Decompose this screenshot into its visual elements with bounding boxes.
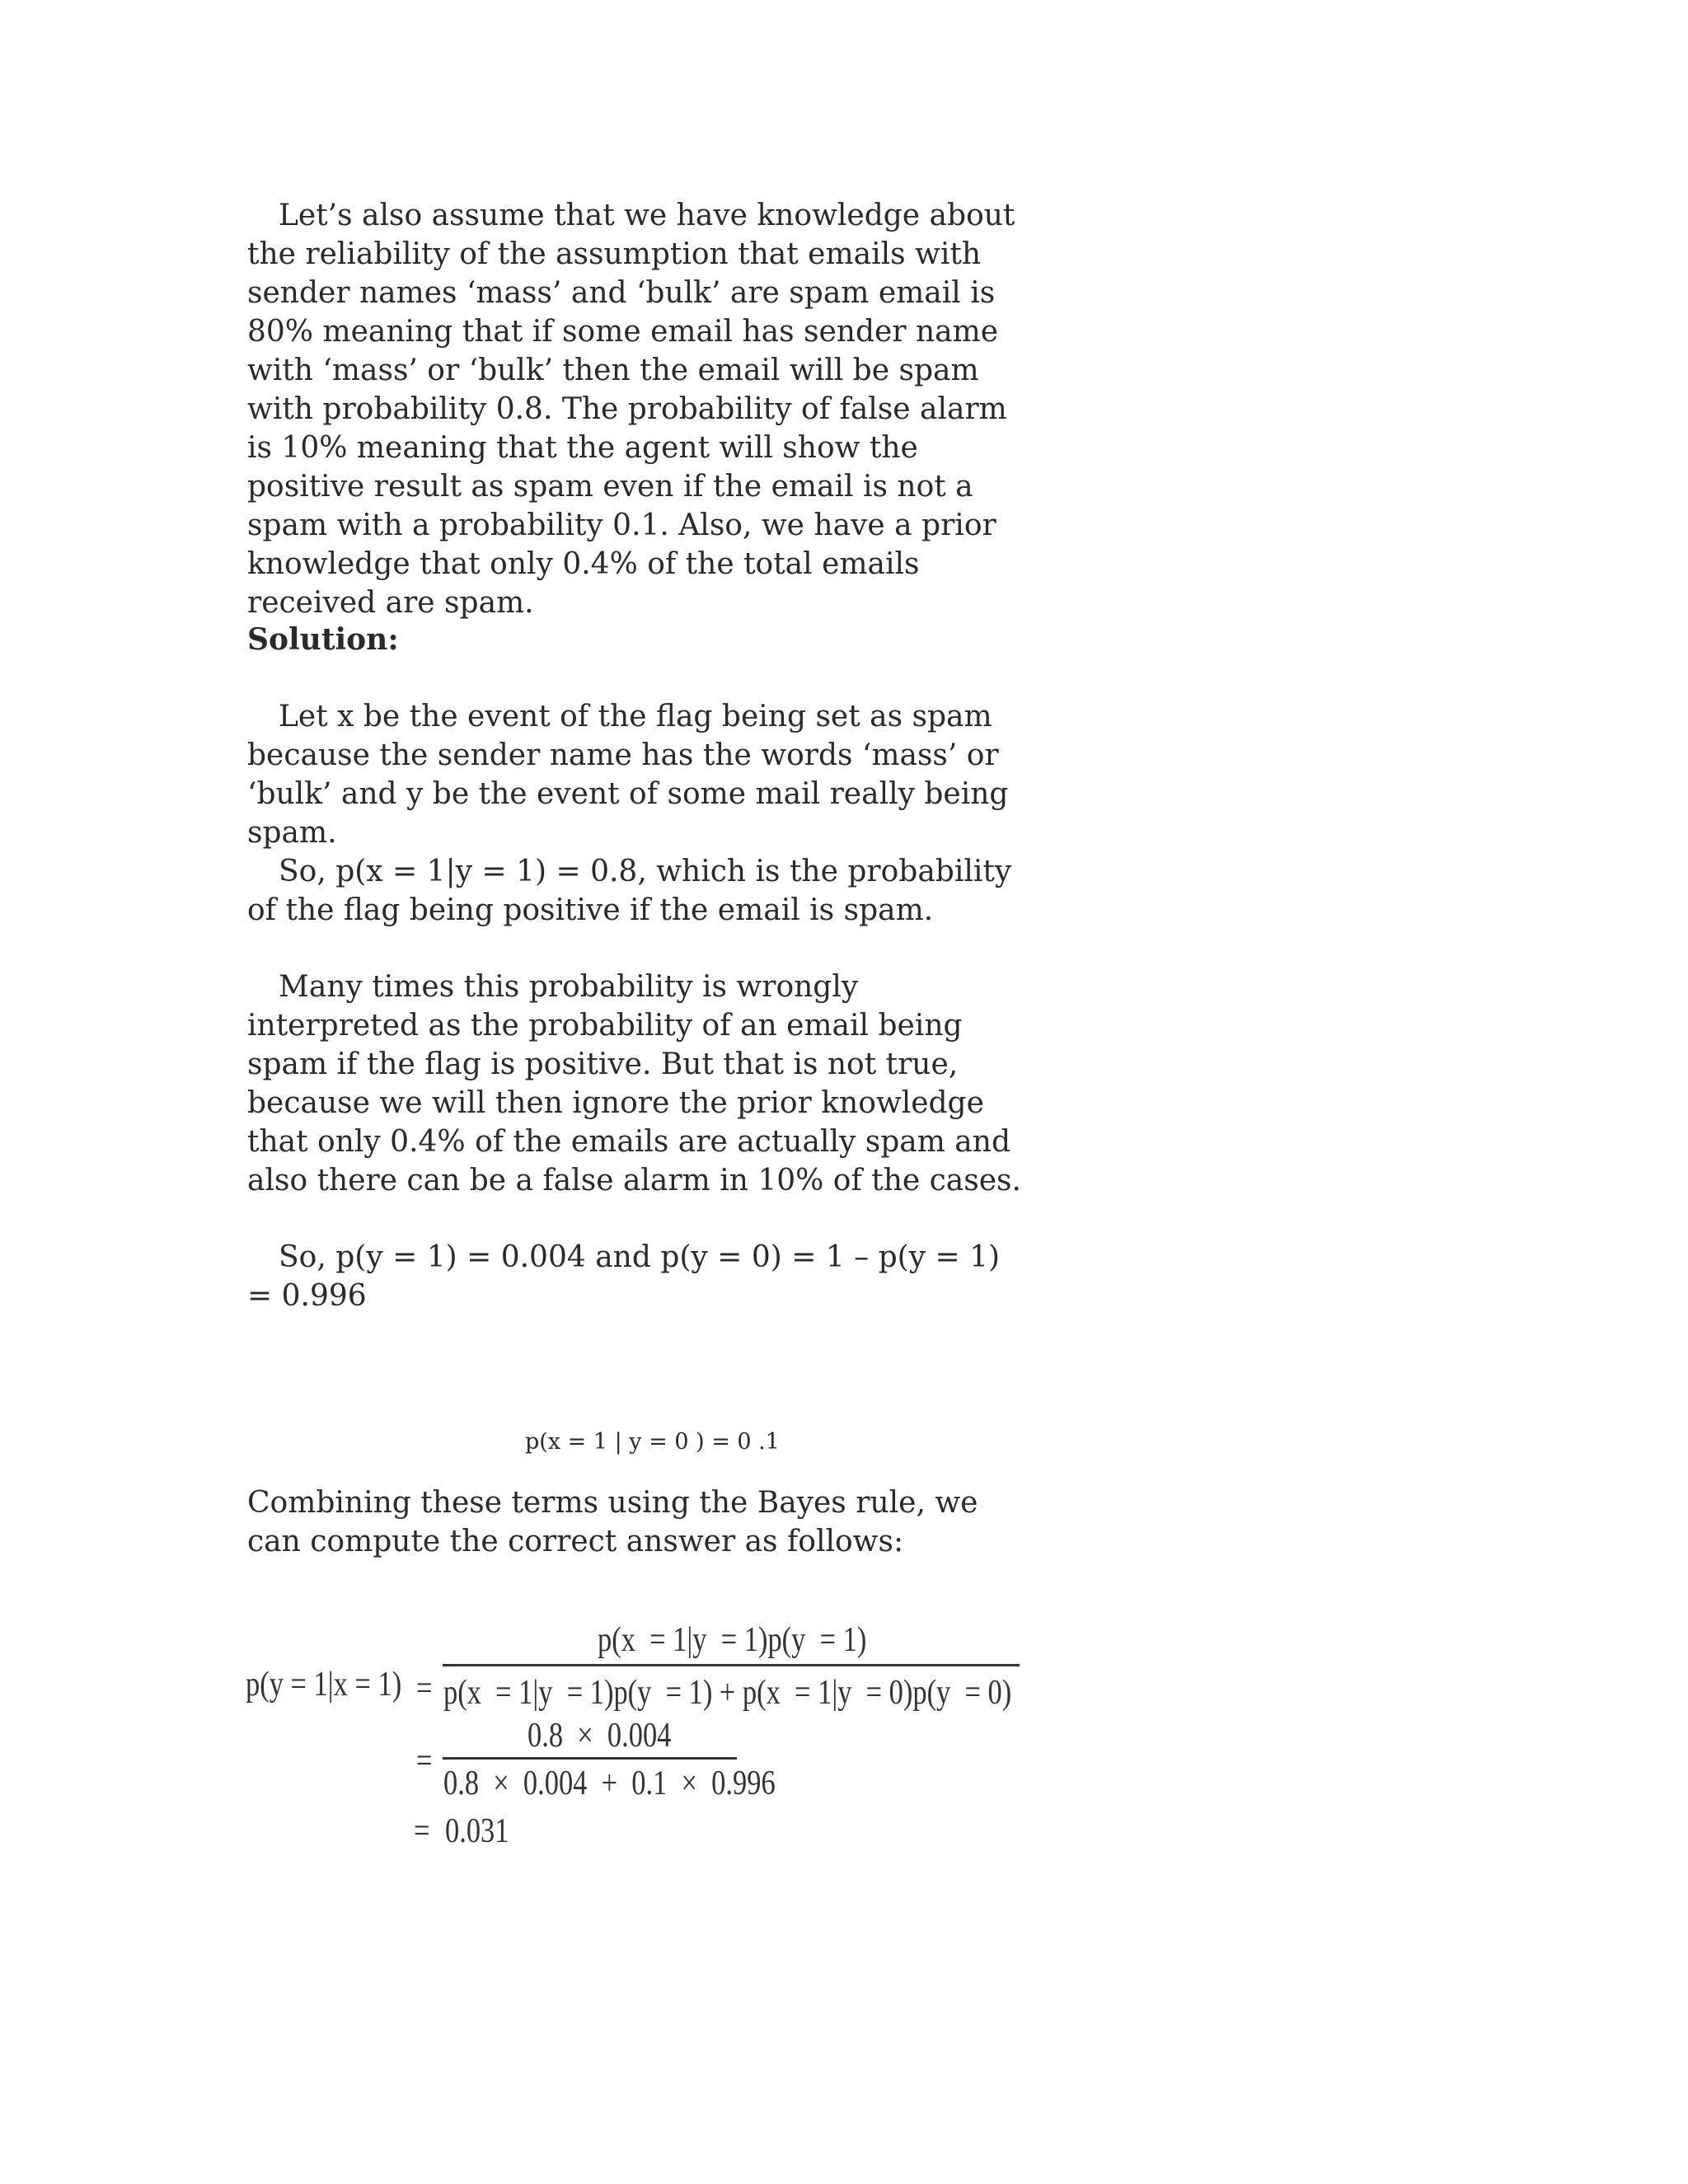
- false-alarm-equation: p(x = 1 | y = 0 ) = 0 .1: [525, 1429, 780, 1455]
- equation-lhs: p(y = 1|x = 1): [246, 1666, 402, 1704]
- equation-numerator-2: 0.8 × 0.004: [528, 1717, 672, 1755]
- equation-equals-2: =: [416, 1742, 433, 1780]
- equation-equals-3: =: [414, 1812, 430, 1850]
- paragraph-priors: So, p(y = 1) = 0.004 and p(y = 0) = 1 – p(y = 1) = 0.996: [247, 1240, 1001, 1313]
- paragraph-bayes-intro: Combining these terms using the Bayes rule, we can compute the correct answer as follows:: [247, 1486, 978, 1558]
- paragraph-likelihood: So, p(x = 1|y = 1) = 0.8, which is the probability of the flag being positive if the email is spam.: [247, 855, 1012, 927]
- equation-denominator-1: p(x = 1|y = 1)p(y = 1) + p(x = 1|y = 0)p(y = 0): [443, 1674, 1012, 1712]
- solution-heading: Solution:: [247, 622, 399, 657]
- paragraph-assumptions: Let’s also assume that we have knowledge about the reliability of the assumption that emails with sender names ‘mass’ and ‘bulk’ are spam email is 80% meaning that if some email has sender name with ‘mass’ or ‘bulk’ then the email will be spam with probability 0.8. The probability of false alarm is 10% meaning that the agent will show the positive result as spam even if the email is not a spam with a probability 0.1. Also, we have a prior knowledge that only 0.4% of the total emails received are spam.: [247, 199, 1015, 620]
- paragraph-misinterpretation: Many times this probability is wrongly interpreted as the probability of an email being spam if the flag is positive. But that is not true, because we will then ignore the prior knowledge that only 0.4% of the emails are actually spam and also there can be a false alarm in 10% of the cases.: [247, 970, 1021, 1197]
- fraction-bar-1: [443, 1664, 1020, 1666]
- equation-denominator-2: 0.8 × 0.004 + 0.1 × 0.996: [443, 1765, 776, 1802]
- equation-result: 0.031: [445, 1812, 509, 1850]
- equation-numerator-1: p(x = 1|y = 1)p(y = 1): [598, 1621, 867, 1659]
- fraction-bar-2: [443, 1757, 737, 1760]
- equation-equals-1: =: [416, 1670, 433, 1708]
- paragraph-event-definition: Let x be the event of the flag being set as spam because the sender name has the words ‘mass’ or ‘bulk’ and y be the event of some mail really being spam.: [247, 700, 1009, 850]
